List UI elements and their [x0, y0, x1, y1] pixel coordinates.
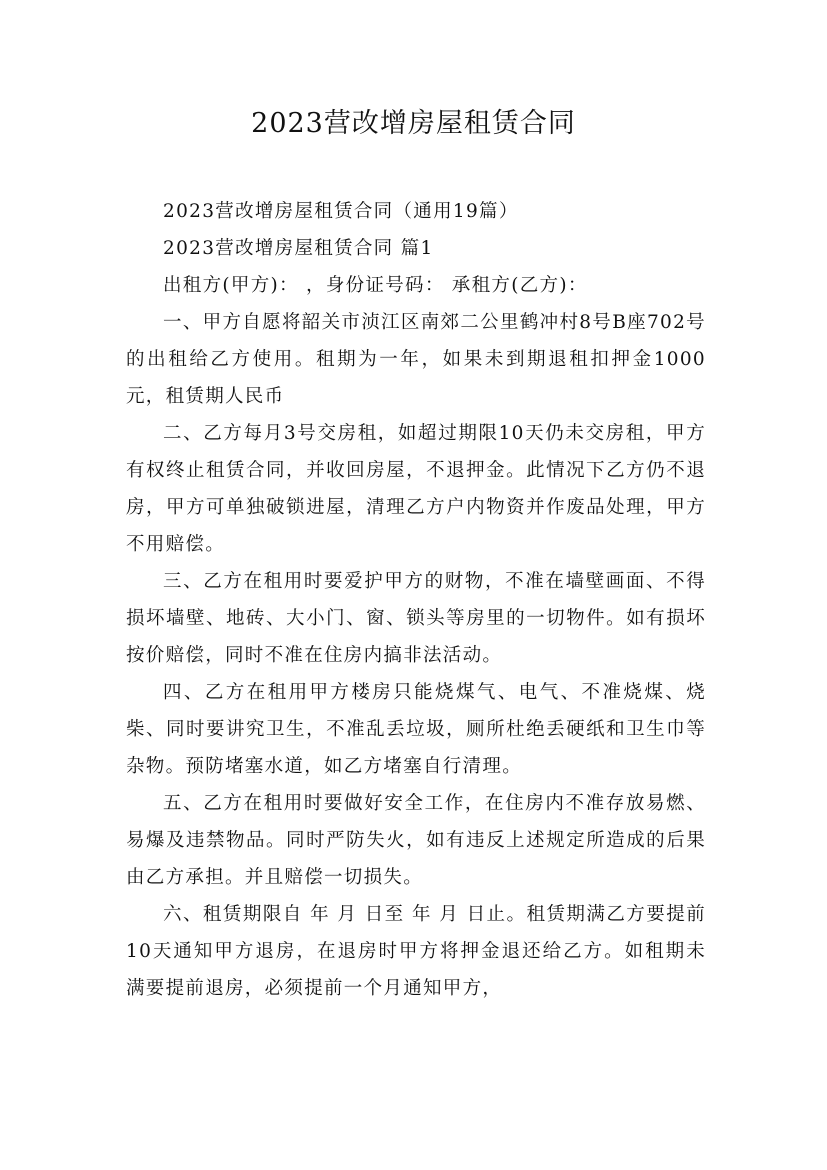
paragraph-clause-3: 三、乙方在租用时要爱护甲方的财物，不准在墙壁画面、不得损坏墙壁、地砖、大小门、窗、锁头等房里的一切物件。如有损坏按价赔偿，同时不准在住房内搞非法活动。 [126, 571, 706, 666]
document-body [126, 193, 706, 1007]
paragraph-clause-4: 四、乙方在租用甲方楼房只能烧煤气、电气、不准烧煤、烧柴、同时要讲究卫生，不准乱丢垃圾，厕所杜绝丢硬纸和卫生巾等杂物。预防堵塞水道，如乙方堵塞自行清理。 [126, 682, 706, 777]
paragraph-section-heading: 2023营改增房屋租赁合同 篇1 [163, 238, 434, 259]
paragraph-clause-1: 一、甲方自愿将韶关市浈江区南郊二公里鹤冲村8号B座702号的出租给乙方使用。租期为一年，如果未到期退租扣押金1000元，租赁期人民币 [126, 312, 706, 407]
paragraph-parties: 出租方(甲方)： ，身份证号码： 承租方(乙方)： [163, 275, 588, 296]
paragraph-clause-6: 六、租赁期限自 年 月 日至 年 月 日止。租赁期满乙方要提前10天通知甲方退房，在退房时甲方将押金退还给乙方。如租期未满要提前退房，必须提前一个月通知甲方， [126, 904, 706, 999]
document-title: 2023营改增房屋租赁合同 [251, 108, 576, 139]
paragraph-clause-5: 五、乙方在租用时要做好安全工作，在住房内不准存放易燃、易爆及违禁物品。同时严防失火，如有违反上述规定所造成的后果由乙方承担。并且赔偿一切损失。 [126, 793, 706, 888]
paragraph-subtitle: 2023营改增房屋租赁合同（通用19篇） [163, 201, 519, 222]
paragraph-clause-2: 二、乙方每月3号交房租，如超过期限10天仍未交房租，甲方有权终止租赁合同，并收回房屋，不退押金。此情况下乙方仍不退房，甲方可单独破锁进屋，清理乙方户内物资并作废品处理，甲方不用赔偿。 [126, 423, 706, 555]
